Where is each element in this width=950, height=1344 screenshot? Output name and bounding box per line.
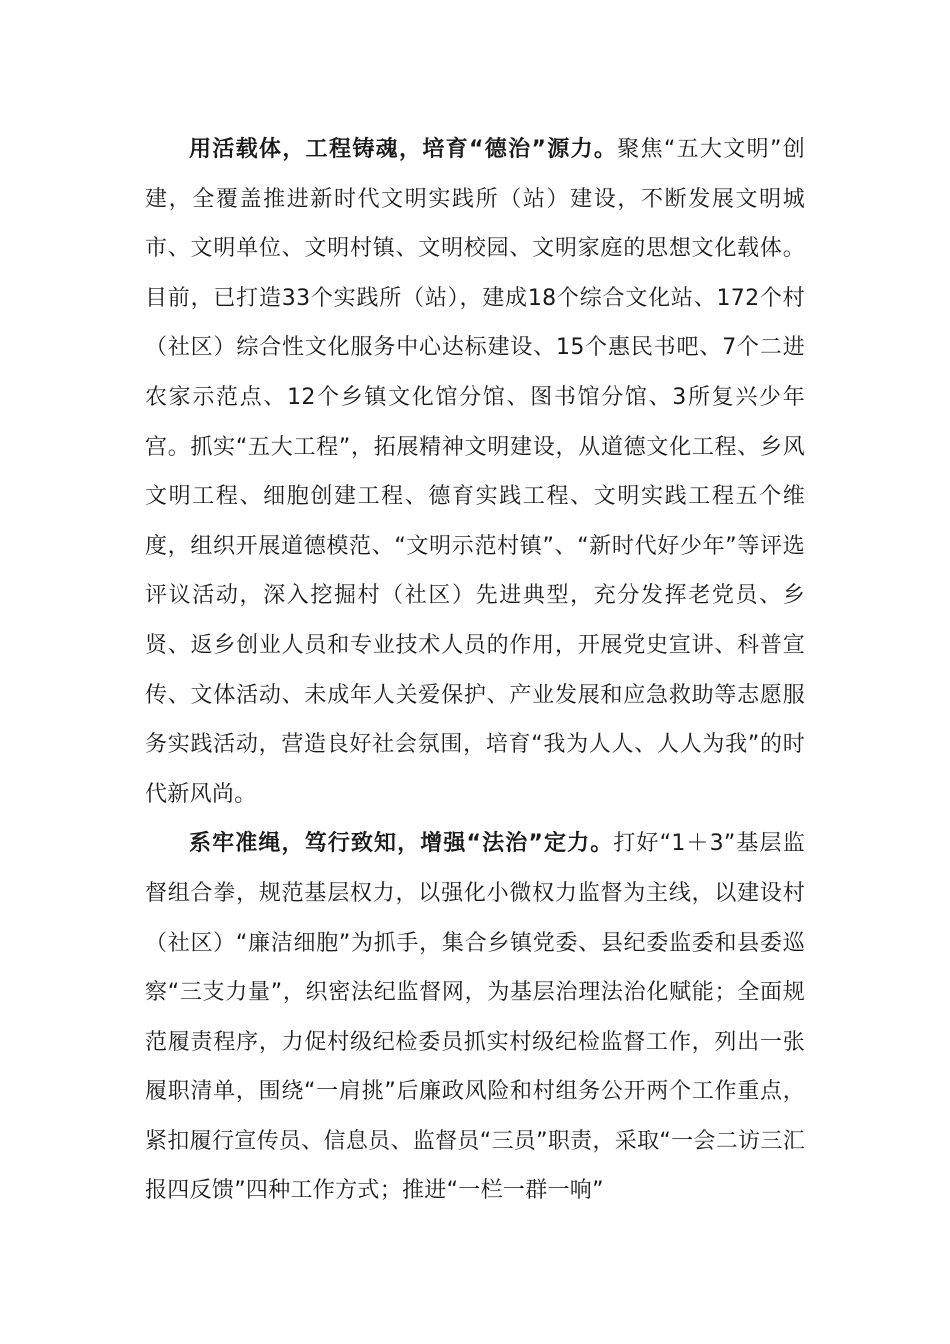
paragraph-dezhi <box>145 125 805 819</box>
paragraph-fazhi <box>145 819 805 1216</box>
paragraph-body-text: 打好“1＋3”基层监督组合拳，规范基层权力，以强化小微权力监督为主线，以建设村（社区）“廉洁细胞”为抓手，集合乡镇党委、县纪委监委和县委巡察“三支力量”，织密法纪监督网，为基层治理法治化赋能；全面规范履责程序，力促村级纪检委员抓实村级纪检监督工作，列出一张履职清单，围绕“一肩挑”后廉政风险和村组务公开两个工作重点，紧扣履行宣传员、信息员、监督员“三员”职责，采取“一会二访三汇报四反馈”四种工作方式；推进“一栏一群一响” <box>145 831 805 1204</box>
document-body <box>145 125 805 1216</box>
paragraph-lead-heading: 用活载体，工程铸魂，培育“德治”源力。 <box>189 137 618 162</box>
paragraph-body-text: 聚焦“五大文明”创建，全覆盖推进新时代文明实践所（站）建设，不断发展文明城市、文明单位、文明村镇、文明校园、文明家庭的思想文化载体。目前，已打造33个实践所（站），建成18个综合文化站、172个村（社区）综合性文化服务中心达标建设、15个惠民书吧、7个二进农家示范点、12个乡镇文化馆分馆、图书馆分馆、3所复兴少年宫。抓实“五大工程”，拓展精神文明建设，从道德文化工程、乡风文明工程、细胞创建工程、德育实践工程、文明实践工程五个维度，组织开展道德模范、“文明示范村镇”、“新时代好少年”等评选评议活动，深入挖掘村（社区）先进典型，充分发挥老党员、乡贤、返乡创业人员和专业技术人员的作用，开展党史宣讲、科普宣传、文体活动、未成年人关爱保护、产业发展和应急救助等志愿服务实践活动，营造良好社会氛围，培育“我为人人、人人为我”的时代新风尚。 <box>145 137 806 807</box>
paragraph-lead-heading: 系牢准绳，笃行致知，增强“法治”定力。 <box>189 831 614 857</box>
